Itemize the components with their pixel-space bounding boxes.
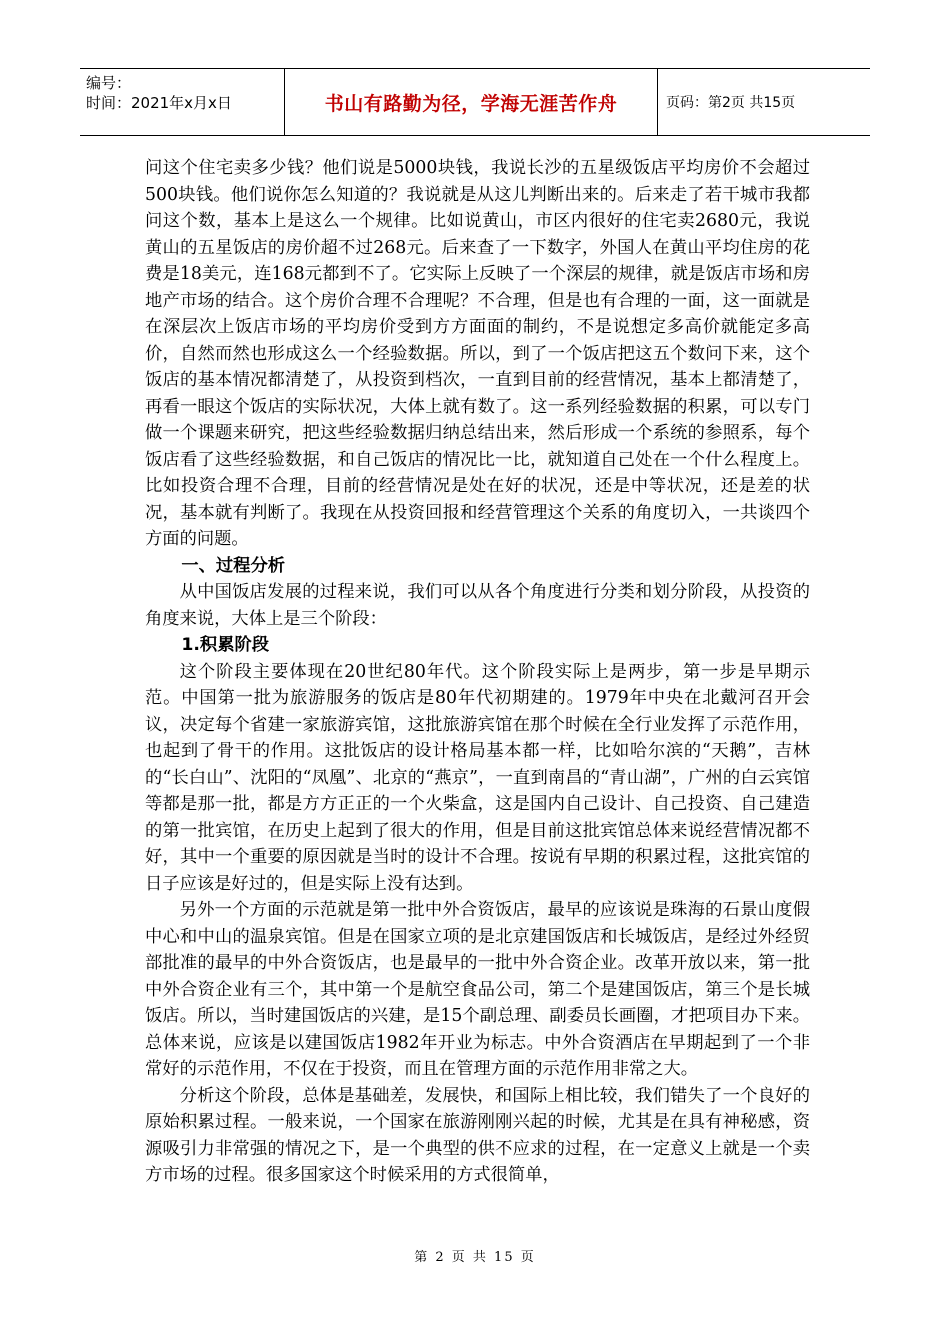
paragraph: 这个阶段主要体现在20世纪80年代。这个阶段实际上是两步，第一步是早期示范。中国第一批为旅游服务的饭店是80年代初期建的。1979年中央在北戴河召开会议，决定每个省建一家旅游宾馆，这批旅游宾馆在那个时候在全行业发挥了示范作用，也起到了骨干的作用。这批饭店的设计格局基本都一样，比如哈尔滨的“天鹅”，吉林的“长白山”、沈阳的“凤凰”、北京的“燕京”，一直到南昌的“青山湖”，广州的白云宾馆等都是那一批，都是方方正正的一个火柴盒，这是国内自己设计、自己投资、自己建造的第一批宾馆，在历史上起到了很大的作用，但是目前这批宾馆总体来说经营情况都不好，其中一个重要的原因就是当时的设计不合理。按说有早期的积累过程，这批宾馆的日子应该是好过的，但是实际上没有达到。 <box>145 661 810 894</box>
subsection-heading: 1.积累阶段 <box>181 635 270 655</box>
page-header <box>80 68 870 136</box>
header-meta <box>80 69 285 135</box>
paragraph: 从中国饭店发展的过程来说，我们可以从各个角度进行分类和划分阶段，从投资的角度来说，大体上是三个阶段： <box>145 582 810 629</box>
paragraph: 分析这个阶段，总体是基础差，发展快，和国际上相比较，我们错失了一个良好的原始积累过程。一般来说，一个国家在旅游刚刚兴起的时候，尤其是在具有神秘感，资源吸引力非常强的情况之下，是一个典型的供不应求的过程，在一定意义上就是一个卖方市场的过程。很多国家这个时候采用的方式很简单， <box>145 1085 810 1185</box>
paragraph: 问这个住宅卖多少钱？他们说是5000块钱，我说长沙的五星级饭店平均房价不会超过500块钱。他们说你怎么知道的？我说就是从这儿判断出来的。后来走了若干城市我都问这个数，基本上是这么一个规律。比如说黄山，市区内很好的住宅卖2680元，我说黄山的五星饭店的房价超不过268元。后来查了一下数字，外国人在黄山平均住房的花费是18美元，连168元都到不了。它实际上反映了一个深层的规律，就是饭店市场和房地产市场的结合。这个房价合理不合理呢？不合理，但是也有合理的一面，这一面就是在深层次上饭店市场的平均房价受到方方面面的制约，不是说想定多高价就能定多高价，自然而然也形成这么一个经验数据。所以，到了一个饭店把这五个数问下来，这个饭店的基本情况都清楚了，从投资到档次，一直到目前的经营情况，基本上都清楚了，再看一眼这个饭店的实际状况，大体上就有数了。这一系列经验数据的积累，可以专门做一个课题来研究，把这些经验数据归纳总结出来，然后形成一个系统的参照系，每个饭店看了这些经验数据，和自己饭店的情况比一比，就知道自己处在一个什么程度上。比如投资合理不合理，目前的经营情况是处在好的状况，还是中等状况，还是差的状况，基本就有判断了。我现在从投资回报和经营管理这个关系的角度切入，一共谈四个方面的问题。 <box>145 158 810 549</box>
section-heading: 一、过程分析 <box>181 555 286 576</box>
document-body <box>145 155 810 1189</box>
document-number-label: 编号： <box>86 74 132 92</box>
header-motto: 书山有路勤为径，学海无涯苦作舟 <box>324 92 618 115</box>
paragraph: 另外一个方面的示范就是第一批中外合资饭店，最早的应该说是珠海的石景山度假中心和中山的温泉宾馆。但是在国家立项的是北京建国饭店和长城饭店，是经过外经贸部批准的最早的中外合资饭店，也是最早的一批中外合资企业。改革开放以来，第一批中外合资企业有三个，其中第一个是航空食品公司，第二个是建国饭店，第三个是长城饭店。所以，当时建国饭店的兴建，是15个副总理、副委员长画圈，才把项目办下来。总体来说，应该是以建国饭店1982年开业为标志。中外合资酒店在早期起到了一个非常好的示范作用，不仅在于投资，而且在管理方面的示范作用非常之大。 <box>145 900 810 1079</box>
header-motto-cell <box>285 69 658 135</box>
page-footer: 第 2 页 共 15 页 <box>414 1250 536 1265</box>
document-time: 时间：2021年x月x日 <box>86 94 232 112</box>
header-page-info: 页码：第2页 共15页 <box>666 95 796 111</box>
